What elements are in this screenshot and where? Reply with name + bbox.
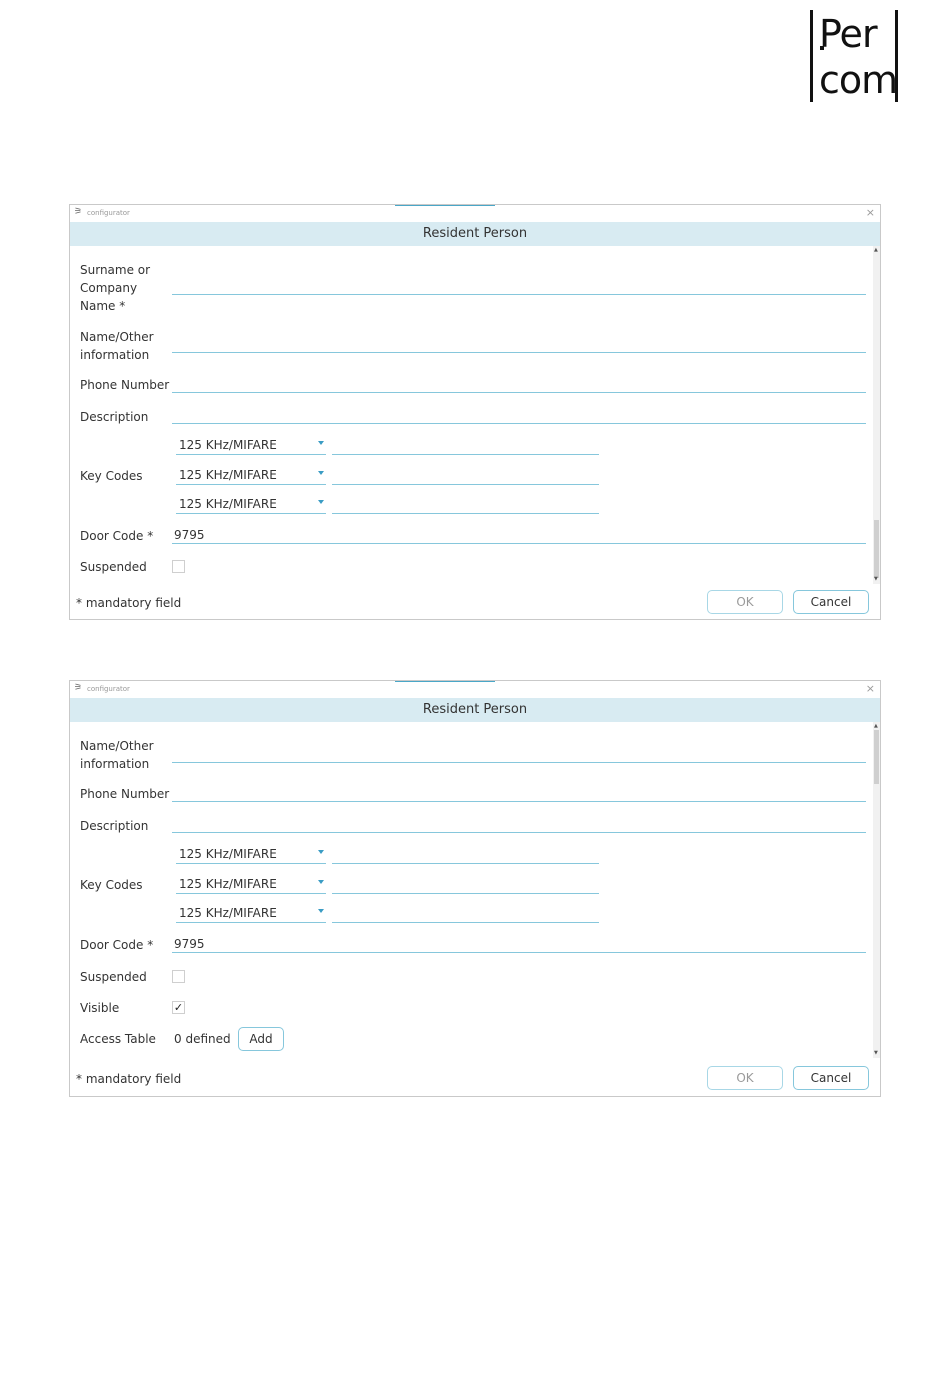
logo-text-bottom: com (819, 58, 898, 102)
key-codes-label: Key Codes (80, 878, 143, 892)
app-name: configurator (87, 685, 130, 693)
door-code-input[interactable]: 9795 (174, 528, 205, 542)
scrollbar-thumb[interactable] (874, 730, 879, 784)
key-type-value: 125 KHz/MIFARE (179, 847, 277, 861)
dialog-header: Resident Person (70, 222, 880, 246)
key-type-select-2[interactable] (176, 466, 326, 485)
door-code-underline (172, 543, 866, 544)
close-icon[interactable]: × (865, 682, 875, 695)
key-type-value: 125 KHz/MIFARE (179, 438, 277, 452)
dialog-footer (70, 583, 880, 623)
chevron-down-icon (318, 909, 324, 913)
chevron-down-icon (318, 880, 324, 884)
chevron-down-icon (318, 850, 324, 854)
logo-text-top: Per (819, 12, 877, 56)
ok-button[interactable]: OK (707, 590, 783, 614)
scroll-down-icon[interactable]: ▼ (874, 576, 878, 582)
suspended-checkbox[interactable] (172, 560, 185, 573)
phone-input[interactable] (172, 801, 866, 802)
dialog-body (70, 722, 880, 1058)
key-code-input-3[interactable] (332, 922, 599, 923)
scrollbar-thumb[interactable] (874, 520, 879, 578)
resident-person-dialog-2 (69, 680, 881, 1097)
access-table-count: 0 defined (174, 1032, 231, 1046)
chevron-down-icon (318, 471, 324, 475)
key-type-select-3[interactable] (176, 495, 326, 514)
app-name: configurator (87, 209, 130, 217)
dialog-footer (70, 1059, 880, 1099)
description-label: Description (80, 819, 149, 833)
key-type-select-3[interactable] (176, 904, 326, 923)
chevron-down-icon (318, 500, 324, 504)
dialog-body (70, 246, 880, 584)
door-code-label: Door Code * (80, 938, 154, 952)
suspended-checkbox[interactable] (172, 970, 185, 983)
door-code-input[interactable]: 9795 (174, 937, 205, 951)
scroll-down-icon[interactable]: ▼ (874, 1050, 878, 1056)
logo-left-bar (810, 10, 813, 102)
surname-input[interactable] (172, 294, 866, 295)
ok-button[interactable]: OK (707, 1066, 783, 1090)
description-label: Description (80, 410, 149, 424)
name-label: Name/Other information (80, 739, 154, 771)
key-codes-label: Key Codes (80, 469, 143, 483)
key-type-value: 125 KHz/MIFARE (179, 906, 277, 920)
access-table-label: Access Table (80, 1032, 156, 1046)
key-code-input-3[interactable] (332, 513, 599, 514)
key-code-input-2[interactable] (332, 893, 599, 894)
window-titlebar (70, 205, 880, 222)
add-access-button[interactable]: Add (238, 1027, 284, 1051)
key-code-input-1[interactable] (332, 863, 599, 864)
key-type-value: 125 KHz/MIFARE (179, 497, 277, 511)
phone-input[interactable] (172, 392, 866, 393)
app-icon: ⚞ (74, 683, 83, 693)
key-type-select-1[interactable] (176, 845, 326, 864)
window-titlebar (70, 681, 880, 698)
key-code-input-2[interactable] (332, 484, 599, 485)
cancel-button[interactable]: Cancel (793, 590, 869, 614)
scrollbar[interactable] (873, 722, 880, 1058)
surname-label: Surname or Company Name * (80, 263, 151, 313)
scroll-up-icon[interactable]: ▲ (874, 247, 878, 253)
ipercom-logo (808, 10, 900, 102)
description-input[interactable] (172, 832, 866, 833)
description-input[interactable] (172, 423, 866, 424)
phone-label: Phone Number (80, 787, 170, 801)
door-code-underline (172, 952, 866, 953)
name-input[interactable] (172, 352, 866, 353)
dialog-header: Resident Person (70, 698, 880, 722)
close-icon[interactable]: × (865, 206, 875, 219)
key-type-select-2[interactable] (176, 875, 326, 894)
visible-label: Visible (80, 1001, 120, 1015)
resident-person-dialog-1 (69, 204, 881, 620)
name-label: Name/Other information (80, 330, 154, 362)
key-code-input-1[interactable] (332, 454, 599, 455)
suspended-label: Suspended (80, 560, 147, 574)
cancel-button[interactable]: Cancel (793, 1066, 869, 1090)
key-type-value: 125 KHz/MIFARE (179, 468, 277, 482)
key-type-value: 125 KHz/MIFARE (179, 877, 277, 891)
phone-label: Phone Number (80, 378, 170, 392)
door-code-label: Door Code * (80, 529, 154, 543)
mandatory-note: * mandatory field (76, 596, 182, 610)
name-input[interactable] (172, 762, 866, 763)
suspended-label: Suspended (80, 970, 147, 984)
app-icon: ⚞ (74, 207, 83, 217)
scrollbar[interactable] (873, 246, 880, 584)
scroll-up-icon[interactable]: ▲ (874, 723, 878, 729)
visible-checkbox[interactable]: ✓ (173, 1001, 184, 1014)
key-type-select-1[interactable] (176, 436, 326, 455)
chevron-down-icon (318, 441, 324, 445)
mandatory-note: * mandatory field (76, 1072, 182, 1086)
